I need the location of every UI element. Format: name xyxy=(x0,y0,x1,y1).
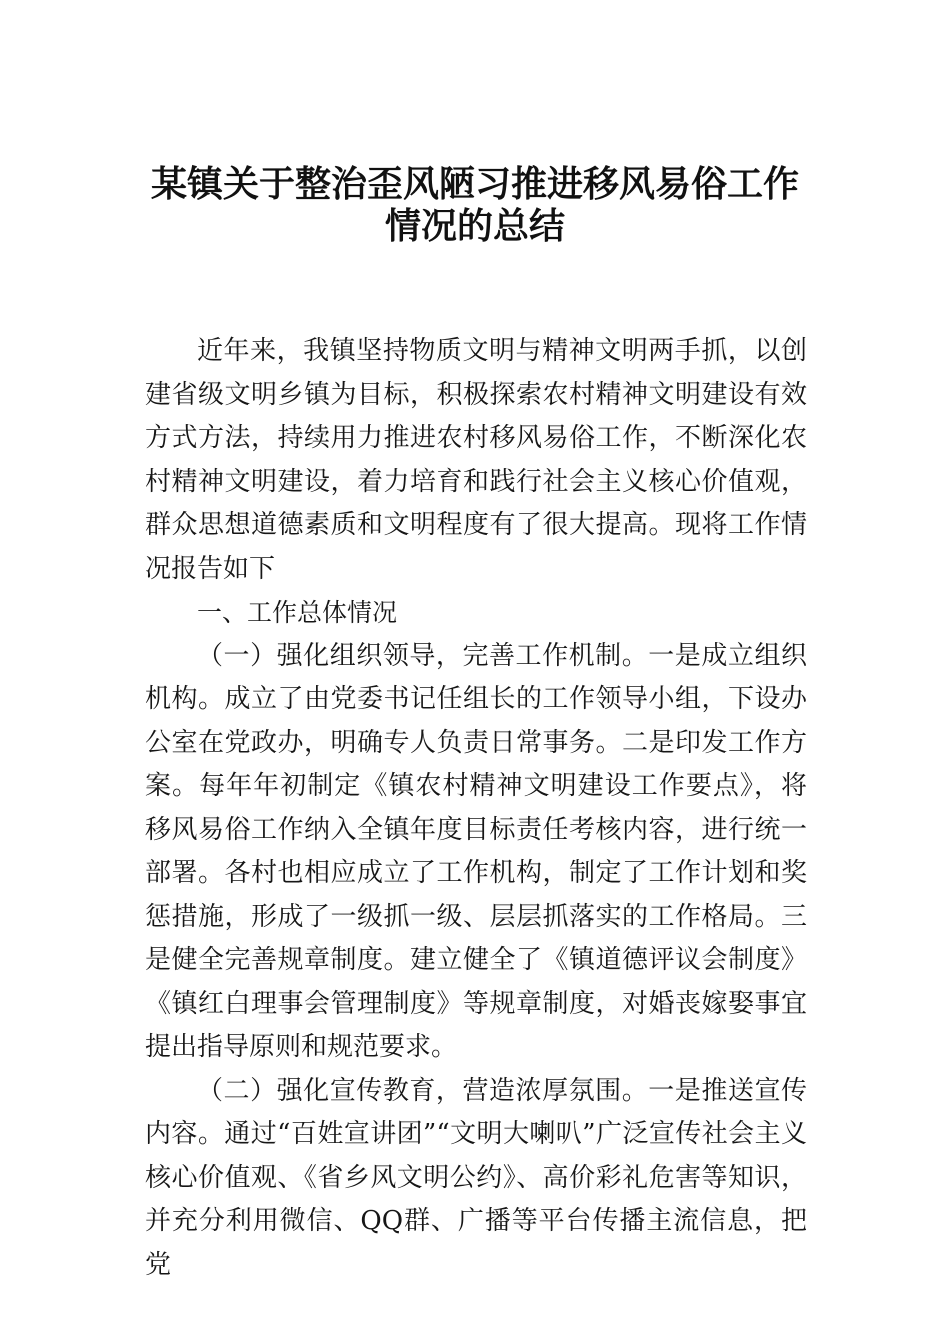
paragraph-organization-leadership: （一）强化组织领导，完善工作机制。一是成立组织机构。成立了由党委书记任组长的工作领导小组，下设办公室在党政办，明确专人负责日常事务。二是印发工作方案。每年年初制定《镇农村精神文明建设工作要点》，将移风易俗工作纳入全镇年度目标责任考核内容，进行统一部署。各村也相应成立了工作机构，制定了工作计划和奖惩措施，形成了一级抓一级、层层抓落实的工作格局。三是健全完善规章制度。建立健全了《镇道德评议会制度》《镇红白理事会管理制度》等规章制度，对婚丧嫁娶事宜提出指导原则和规范要求。 xyxy=(145,640,807,1062)
section-heading-overall: 一、工作总体情况 xyxy=(197,598,398,627)
intro-paragraph: 近年来，我镇坚持物质文明与精神文明两手抓，以创建省级文明乡镇为目标，积极探索农村精神文明建设有效方式方法，持续用力推进农村移风易俗工作，不断深化农村精神文明建设，着力培育和践行社会主义核心价值观，群众思想道德素质和文明程度有了很大提高。现将工作情况报告如下 xyxy=(145,336,807,584)
paragraph-publicity-education: （二）强化宣传教育，营造浓厚氛围。一是推送宣传内容。通过“百姓宣讲团”“文明大喇叭”广泛宣传社会主义核心价值观、《省乡风文明公约》、高价彩礼危害等知识，并充分利用微信、QQ群、广播等平台传播主流信息，把党 xyxy=(145,1075,807,1280)
document-title-line-2: 情况的总结 xyxy=(384,205,565,247)
document-body xyxy=(145,330,807,1287)
document-title-line-1: 某镇关于整治歪风陋习推进移风易俗工作 xyxy=(150,163,799,205)
